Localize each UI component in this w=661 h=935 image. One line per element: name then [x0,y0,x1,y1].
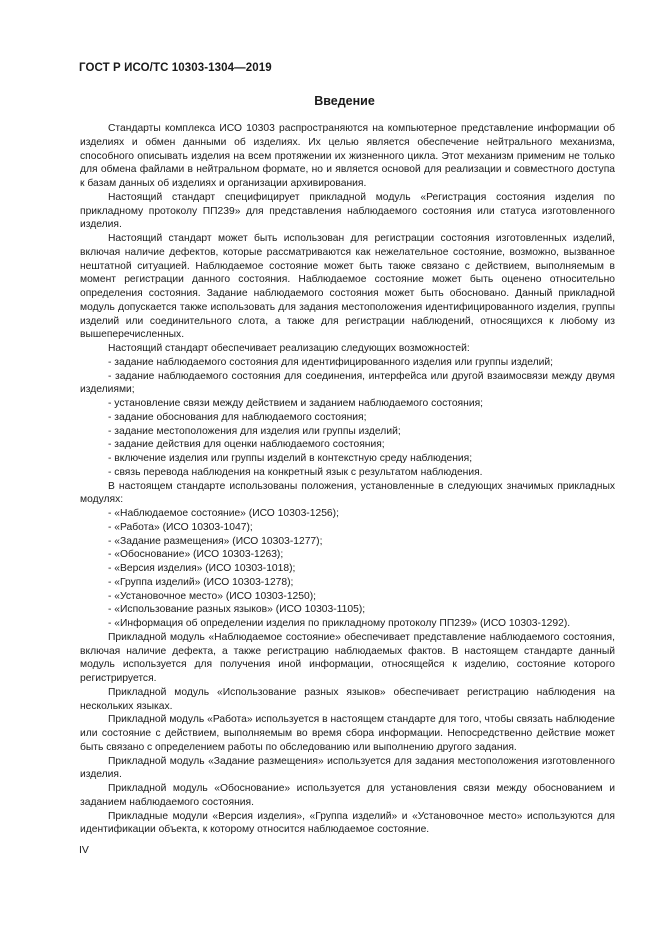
section-title: Введение [314,94,375,108]
module-list-item: - «Работа» (ИСО 10303-1047); [108,521,253,533]
paragraph: Прикладной модуль «Использование разных языков» обеспечивает регистрацию наблюдения на нескольких языках. [80,686,615,712]
module-list-item: - «Использование разных языков» (ИСО 10303-1105); [108,604,366,616]
paragraph: Стандарты комплекса ИСО 10303 распространяются на компьютерное представление информации об изделиях и обмен данными об изделиях. Их целью является обеспечение нейтрального механизма, способного описывать изделия на всем протяжении их жизненного цикла. Этот механизм применим не только для обмена файлами в нейтральном формате, но и является основой для реализации и совместного доступа к базам данных об изделиях и организации архивирования. [80,123,615,189]
module-list-item: - «Наблюдаемое состояние» (ИСО 10303-1256); [108,508,339,519]
module-list-item: - «Версия изделия» (ИСО 10303-1018); [108,563,296,574]
paragraph: Прикладной модуль «Наблюдаемое состояние» обеспечивает представление наблюдаемого состояния, включая наличие дефекта, а также регистрацию наблюдаемых фактов. В настоящем стандарте данный модуль используется для получения иной информации, относящейся к изделию, состояние которого регистрируется. [80,631,615,684]
page-number: IV [79,844,89,856]
paragraph: Настоящий стандарт может быть использован для регистрации состояния изготовленных изделий, включая наличие дефектов, которые рассматриваются как нежелательное состояние, возможно, вызванное нештатной ситуацией. Наблюдаемое состояние может быть также связано с действием, выполняемым в момент регистрации данного состояния. Наблюдаемое состояние может быть оценено относительно определения состояния. Задание наблюдаемого состояния может быть обосновано. Данный прикладной модуль допускается также использовать для задания местоположения идентифицированного изделия, группы изделий или соединительного слота, а также для регистрации наблюдений, относящихся к любому из вышеперечисленных. [80,233,615,341]
paragraph: Настоящий стандарт специфицирует прикладной модуль «Регистрация состояния изделия по прикладному протоколу ПП239» для представления наблюдаемого состояния или статуса изготовленного изделия. [80,191,615,231]
capability-list-item: - включение изделия или группы изделий в контекстную среду наблюдения; [108,453,473,464]
document-header: ГОСТ Р ИСО/ТС 10303-1304—2019 [79,62,272,74]
module-list-item: - «Информация об определении изделия по прикладному протоколу ПП239» (ИСО 10303-1292). [108,618,571,629]
paragraph: Прикладной модуль «Работа» используется в настоящем стандарте для того, чтобы связать наблюдение или состояние с действием, выполняемым во время сбора информации. Непосредственно действие может быть связано с определением работы по обследованию или выполнению другого задания. [80,714,615,753]
paragraph: Прикладные модули «Версия изделия», «Группа изделий» и «Установочное место» используются для идентификации объекта, к которому относится наблюдаемое состояние. [80,810,615,836]
module-list-item: - «Группа изделий» (ИСО 10303-1278); [108,576,294,588]
paragraph: Прикладной модуль «Задание размещения» используется для задания местоположения изготовленного изделия. [80,755,615,781]
capability-list-item: - задание местоположения для изделия или группы изделий; [108,425,401,437]
paragraph: Настоящий стандарт обеспечивает реализацию следующих возможностей: [108,343,470,354]
paragraph: В настоящем стандарте использованы положения, установленные в следующих значимых прикладных модулях: [80,480,615,506]
capability-list-item: - установление связи между действием и заданием наблюдаемого состояния; [108,398,484,409]
capability-list-item: - задание обоснования для наблюдаемого состояния; [108,411,367,423]
module-list-item: - «Установочное место» (ИСО 10303-1250); [108,590,317,602]
module-list-item: - «Задание размещения» (ИСО 10303-1277); [108,535,323,547]
module-list-item: - «Обоснование» (ИСО 10303-1263); [108,549,284,561]
capability-list-item: - связь перевода наблюдения на конкретный язык с результатом наблюдения. [108,466,483,478]
capability-list-item: - задание наблюдаемого состояния для идентифицированного изделия или группы изделий; [108,356,554,368]
capability-list-item: - задание действия для оценки наблюдаемого состояния; [108,439,385,451]
capability-list-item: - задание наблюдаемого состояния для соединения, интерфейса или другой взаимосвязи между двумя изделиями; [80,370,615,396]
paragraph: Прикладной модуль «Обоснование» используется для установления связи между обоснованием и заданием наблюдаемого состояния. [80,783,615,808]
document-body [80,122,615,837]
